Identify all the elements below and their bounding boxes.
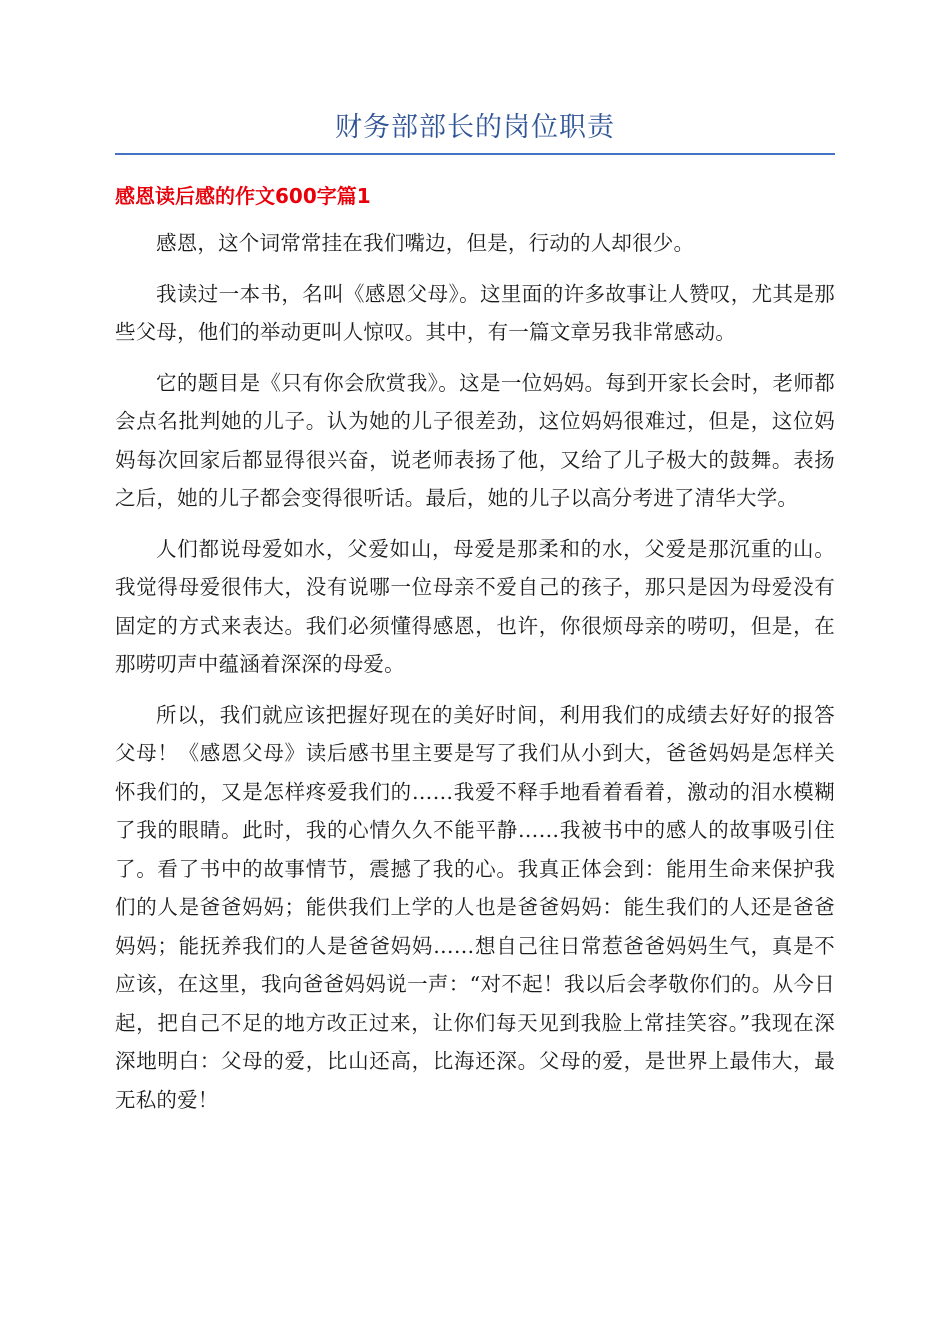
title-underline-rule xyxy=(115,153,835,155)
paragraph: 感恩，这个词常常挂在我们嘴边，但是，行动的人却很少。 xyxy=(156,231,695,255)
paragraph: 人们都说母爱如水，父爱如山，母爱是那柔和的水，父爱是那沉重的山。我觉得母爱很伟大，没有说哪一位母亲不爱自己的孩子，那只是因为母爱没有固定的方式来表达。我们必须懂得感恩，也许，你很烦母亲的唠叨，但是，在那唠叨声中蕴涵着深深的母爱。 xyxy=(115,536,835,676)
document-title: 财务部部长的岗位职责 xyxy=(335,112,615,143)
article-body xyxy=(115,224,835,1131)
paragraph: 我读过一本书，名叫《感恩父母》。这里面的许多故事让人赞叹，尤其是那些父母，他们的举动更叫人惊叹。其中，有一篇文章另我非常感动。 xyxy=(115,281,835,344)
section-heading: 感恩读后感的作文600字篇1 xyxy=(115,184,371,208)
paragraph: 它的题目是《只有你会欣赏我》。这是一位妈妈。每到开家长会时，老师都会点名批判她的儿子。认为她的儿子很差劲，这位妈妈很难过，但是，这位妈妈每次回家后都显得很兴奋，说老师表扬了他，又给了儿子极大的鼓舞。表扬之后，她的儿子都会变得很听话。最后，她的儿子以高分考进了清华大学。 xyxy=(115,370,835,510)
paragraph: 所以，我们就应该把握好现在的美好时间，利用我们的成绩去好好的报答父母！《感恩父母》读后感书里主要是写了我们从小到大，爸爸妈妈是怎样关怀我们的，又是怎样疼爱我们的……我爱不释手地看着看着，激动的泪水模糊了我的眼睛。此时，我的心情久久不能平静……我被书中的感人的故事吸引住了。看了书中的故事情节，震撼了我的心。我真正体会到：能用生命来保护我们的人是爸爸妈妈；能供我们上学的人也是爸爸妈妈：能生我们的人还是爸爸妈妈；能抚养我们的人是爸爸妈妈……想自己往日常惹爸爸妈妈生气，真是不应该，在这里，我向爸爸妈妈说一声：“对不起！我以后会孝敬你们的。从今日起，把自己不足的地方改正过来，让你们每天见到我脸上常挂笑容。”我现在深深地明白：父母的爱，比山还高，比海还深。父母的爱，是世界上最伟大，最无私的爱！ xyxy=(115,702,835,1112)
